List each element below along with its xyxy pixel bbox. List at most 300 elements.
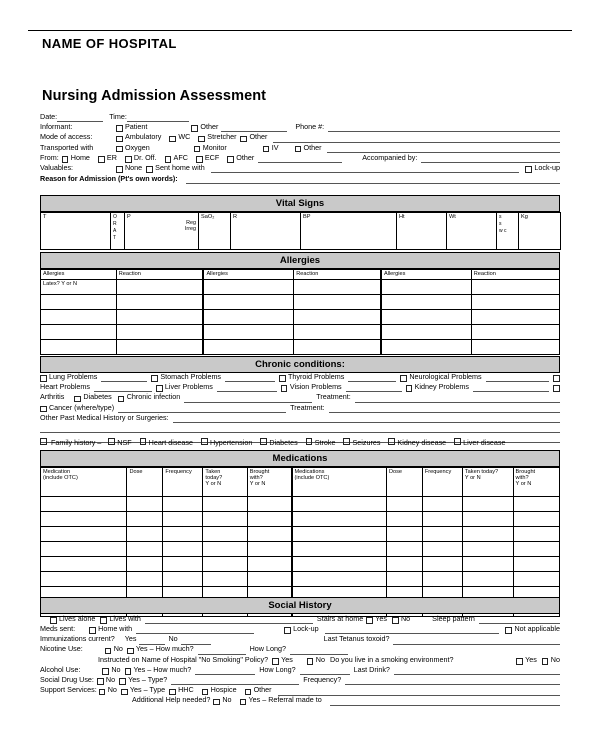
allergies-section bbox=[40, 252, 560, 355]
med-cell[interactable] bbox=[292, 557, 387, 572]
vision-problems-input[interactable] bbox=[346, 383, 402, 392]
checkbox-thyroid-problems[interactable] bbox=[279, 375, 286, 382]
allergy-cell[interactable] bbox=[381, 325, 471, 340]
allergy-cell[interactable] bbox=[381, 340, 471, 355]
allergy-cell[interactable] bbox=[471, 325, 559, 340]
med-cell[interactable] bbox=[41, 497, 127, 512]
chronic-body bbox=[40, 372, 560, 443]
med-cell[interactable] bbox=[462, 557, 513, 572]
drug-frequency-input[interactable] bbox=[345, 676, 560, 685]
med-cell[interactable] bbox=[462, 497, 513, 512]
allergy-cell[interactable] bbox=[41, 310, 117, 325]
checkbox-row1-trailing[interactable] bbox=[553, 375, 560, 382]
mode-of-access-row bbox=[40, 132, 560, 142]
allergy-cell[interactable] bbox=[471, 310, 559, 325]
label-smoking-env: Do you live in a smoking environment? bbox=[330, 654, 454, 664]
med-cell[interactable] bbox=[127, 572, 163, 587]
checkbox-policy-yes[interactable] bbox=[272, 658, 279, 665]
checkbox-from-other[interactable] bbox=[227, 156, 234, 163]
med-col-name-left bbox=[41, 468, 127, 497]
label-liver-disease: Liver disease bbox=[463, 438, 506, 447]
checkbox-support-other[interactable] bbox=[245, 689, 252, 696]
checkbox-diabetes[interactable] bbox=[74, 396, 81, 403]
label-additional-help: Additional Help needed? bbox=[132, 695, 211, 705]
checkbox-hypertension[interactable] bbox=[201, 438, 208, 445]
allergies-col-allergies-1: Allergies bbox=[41, 270, 117, 280]
label-home-with: Home with bbox=[98, 623, 133, 633]
allergy-cell[interactable] bbox=[471, 295, 559, 310]
med-cell[interactable] bbox=[247, 557, 291, 572]
med-col-taken-right bbox=[462, 468, 513, 497]
med-cell[interactable] bbox=[462, 572, 513, 587]
phone-label: Phone #: bbox=[295, 122, 325, 132]
checkbox-seizures[interactable] bbox=[343, 438, 350, 445]
checkbox-nsf[interactable] bbox=[108, 438, 115, 445]
label-immun-no: No bbox=[168, 634, 178, 644]
allergy-cell[interactable] bbox=[41, 325, 117, 340]
checkbox-home-with[interactable] bbox=[89, 627, 96, 634]
med-cell[interactable] bbox=[41, 512, 127, 527]
med-cell[interactable] bbox=[513, 572, 559, 587]
med-cell[interactable] bbox=[513, 557, 559, 572]
checkbox-not-applicable[interactable] bbox=[505, 627, 512, 634]
referral-input[interactable] bbox=[330, 697, 560, 706]
checkbox-vision-problems[interactable] bbox=[281, 385, 288, 392]
table-header-row bbox=[41, 468, 560, 497]
checkbox-drug-no[interactable] bbox=[97, 678, 104, 685]
support-other-input[interactable] bbox=[278, 687, 560, 696]
allergy-cell[interactable] bbox=[41, 340, 117, 355]
checkbox-hhc[interactable] bbox=[169, 689, 176, 696]
med-col-taken-left bbox=[203, 468, 247, 497]
table-row bbox=[41, 280, 560, 295]
allergy-cell[interactable] bbox=[116, 310, 203, 325]
med-col-name-right-line1: Medications bbox=[294, 469, 325, 475]
accompanied-input[interactable] bbox=[421, 154, 560, 163]
allergy-cell[interactable] bbox=[294, 280, 381, 295]
drug-type-input[interactable] bbox=[171, 676, 299, 685]
checkbox-from-afc[interactable] bbox=[165, 156, 172, 163]
checkbox-monitor[interactable] bbox=[194, 146, 201, 153]
allergy-cell-latex[interactable]: Latex? Y or N bbox=[41, 280, 117, 295]
med-col-brought-right bbox=[513, 468, 559, 497]
immunizations-yes-input[interactable] bbox=[139, 636, 165, 645]
allergy-cell[interactable] bbox=[203, 310, 293, 325]
med-cell[interactable] bbox=[163, 557, 203, 572]
chronic-conditions-section bbox=[40, 356, 560, 373]
brought-right-l2: with? bbox=[515, 475, 529, 482]
label-stairs-yes: Yes bbox=[375, 613, 387, 623]
allergy-cell[interactable] bbox=[203, 280, 293, 295]
table-row bbox=[41, 310, 560, 325]
label-drug-yes: Yes – Type? bbox=[128, 674, 168, 684]
alcohol-duration-input[interactable] bbox=[300, 666, 350, 675]
label-lung-problems: Lung Problems bbox=[48, 371, 98, 381]
med-cell[interactable] bbox=[292, 512, 387, 527]
med-col-name-right-line2: (include OTC) bbox=[294, 475, 330, 482]
med-cell[interactable] bbox=[203, 497, 247, 512]
checkbox-alcohol-no[interactable] bbox=[102, 668, 109, 675]
label-nicotine: Nicotine Use: bbox=[40, 644, 83, 654]
checkbox-help-no[interactable] bbox=[213, 699, 220, 706]
allergy-cell[interactable] bbox=[203, 340, 293, 355]
accompanied-label: Accompanied by: bbox=[362, 152, 418, 162]
home-with-input[interactable] bbox=[136, 625, 254, 634]
label-tetanus: Last Tetanus toxoid? bbox=[323, 634, 390, 644]
med-cell[interactable] bbox=[513, 542, 559, 557]
label-sleep-pattern: Sleep pattern bbox=[432, 613, 475, 623]
checkbox-stomach-problems[interactable] bbox=[151, 375, 158, 382]
checkbox-env-no[interactable] bbox=[542, 658, 549, 665]
transported-row bbox=[40, 143, 560, 153]
allergy-cell[interactable] bbox=[294, 340, 381, 355]
from-option-home: Home bbox=[70, 152, 90, 162]
mode-other-input[interactable] bbox=[273, 134, 560, 143]
brought-left-l3: Y or N bbox=[249, 481, 266, 488]
med-cell[interactable] bbox=[386, 572, 422, 587]
table-row bbox=[41, 527, 560, 542]
stomach-problems-input[interactable] bbox=[225, 373, 275, 382]
label-env-yes: Yes bbox=[525, 654, 537, 664]
checkbox-support-no[interactable] bbox=[99, 689, 106, 696]
checkbox-family-diabetes[interactable] bbox=[260, 438, 267, 445]
med-cell[interactable] bbox=[163, 542, 203, 557]
checkbox-lockup[interactable] bbox=[525, 166, 532, 173]
medications-title: Medications bbox=[40, 450, 560, 467]
chronic-infection-input[interactable] bbox=[184, 394, 312, 403]
checkbox-oxygen[interactable] bbox=[116, 146, 123, 153]
informant-other-input[interactable] bbox=[221, 123, 287, 132]
med-col-frequency-right: Frequency bbox=[422, 468, 462, 497]
checkbox-liver-disease[interactable] bbox=[454, 438, 461, 445]
allergy-cell[interactable] bbox=[116, 280, 203, 295]
label-hospice: Hospice bbox=[210, 685, 237, 695]
med-cell[interactable] bbox=[292, 572, 387, 587]
med-cell[interactable] bbox=[41, 542, 127, 557]
sent-home-with-input[interactable] bbox=[211, 164, 520, 173]
med-cell[interactable] bbox=[462, 542, 513, 557]
med-cell[interactable] bbox=[462, 527, 513, 542]
med-cell[interactable] bbox=[292, 497, 387, 512]
checkbox-from-ecf[interactable] bbox=[196, 156, 203, 163]
med-cell[interactable] bbox=[203, 557, 247, 572]
checkbox-sent-home-with[interactable] bbox=[146, 166, 153, 173]
time-input[interactable] bbox=[127, 113, 189, 122]
brought-right-l3: Y or N bbox=[515, 481, 532, 488]
table-header-row bbox=[41, 270, 560, 280]
med-cell[interactable] bbox=[386, 527, 422, 542]
allergy-cell[interactable] bbox=[381, 295, 471, 310]
checkbox-transported-other[interactable] bbox=[295, 146, 302, 153]
checkbox-iv[interactable] bbox=[263, 146, 270, 153]
med-cell[interactable] bbox=[247, 572, 291, 587]
hospital-name: NAME OF HOSPITAL bbox=[42, 36, 177, 51]
vitals-cell-kg[interactable] bbox=[519, 213, 561, 250]
checkbox-chronic-infection[interactable] bbox=[118, 396, 125, 403]
label-heart-disease: Heart disease bbox=[148, 438, 194, 447]
from-row bbox=[40, 153, 560, 163]
checkbox-wc[interactable] bbox=[169, 136, 176, 143]
date-input[interactable] bbox=[57, 113, 103, 122]
chronic-row-5 bbox=[40, 413, 560, 423]
social-row-nicotine bbox=[40, 645, 560, 655]
reason-row bbox=[40, 173, 560, 184]
checkbox-lung-problems[interactable] bbox=[40, 375, 47, 382]
tetanus-input[interactable] bbox=[393, 636, 560, 645]
checkbox-help-yes[interactable] bbox=[240, 699, 247, 706]
vital-signs-title: Vital Signs bbox=[40, 195, 560, 212]
allergy-cell[interactable] bbox=[381, 280, 471, 295]
checkbox-hospice[interactable] bbox=[202, 689, 209, 696]
alcohol-amount-input[interactable] bbox=[195, 666, 255, 675]
brought-left-l2: with? bbox=[249, 475, 263, 482]
cancer-input[interactable] bbox=[118, 404, 286, 413]
vitals-cell-ht[interactable] bbox=[397, 213, 447, 250]
allergy-cell[interactable] bbox=[203, 295, 293, 310]
med-cell[interactable] bbox=[292, 542, 387, 557]
label-other-history: Other Past Medical History or Surgeries: bbox=[40, 412, 169, 422]
chronic-row-1 bbox=[40, 372, 560, 382]
checkbox-valuables-none[interactable] bbox=[116, 166, 123, 173]
informant-option-patient: Patient bbox=[124, 122, 148, 132]
checkbox-alcohol-yes[interactable] bbox=[125, 668, 132, 675]
informant-option-other: Other bbox=[200, 122, 219, 132]
vitals-cell-wt-units[interactable] bbox=[497, 213, 519, 250]
med-cell[interactable] bbox=[422, 572, 462, 587]
vitals-label-ht: Ht bbox=[399, 214, 405, 220]
vitals-label-wt: Wt bbox=[449, 214, 456, 220]
kidney-problems-input[interactable] bbox=[473, 383, 549, 392]
med-cell[interactable] bbox=[247, 527, 291, 542]
checkbox-policy-no[interactable] bbox=[307, 658, 314, 665]
checkbox-kidney-problems[interactable] bbox=[406, 385, 413, 392]
orat-t: T bbox=[113, 235, 117, 241]
neurological-problems-input[interactable] bbox=[486, 373, 550, 382]
allergy-cell[interactable] bbox=[116, 340, 203, 355]
med-cell[interactable] bbox=[462, 512, 513, 527]
label-nsf: NSF bbox=[117, 438, 132, 447]
checkbox-stroke[interactable] bbox=[306, 438, 313, 445]
nicotine-duration-input[interactable] bbox=[290, 646, 348, 655]
checkbox-nicotine-no[interactable] bbox=[105, 648, 112, 655]
phone-input[interactable] bbox=[328, 123, 560, 132]
allergy-cell[interactable] bbox=[381, 310, 471, 325]
orat-r: R bbox=[113, 221, 117, 227]
med-cell[interactable] bbox=[422, 497, 462, 512]
med-cell[interactable] bbox=[513, 512, 559, 527]
med-cell[interactable] bbox=[127, 512, 163, 527]
vitals-label-bp: BP bbox=[303, 214, 311, 220]
heart-problems-input[interactable] bbox=[94, 383, 152, 392]
checkbox-stairs-yes[interactable] bbox=[366, 617, 373, 624]
taken-left-l1: Taken bbox=[205, 469, 221, 475]
med-cell[interactable] bbox=[127, 527, 163, 542]
med-col-name-right bbox=[292, 468, 387, 497]
med-cell[interactable] bbox=[386, 512, 422, 527]
med-cell[interactable] bbox=[513, 527, 559, 542]
med-cell[interactable] bbox=[422, 557, 462, 572]
transported-option-monitor: Monitor bbox=[202, 142, 227, 152]
allergy-cell[interactable] bbox=[294, 325, 381, 340]
allergy-cell[interactable] bbox=[471, 340, 559, 355]
nicotine-amount-input[interactable] bbox=[198, 646, 246, 655]
vitals-label-kg: Kg bbox=[521, 214, 528, 220]
other-history-input-1[interactable] bbox=[173, 414, 560, 423]
med-cell[interactable] bbox=[127, 497, 163, 512]
checkbox-stairs-no[interactable] bbox=[392, 617, 399, 624]
label-meds-lockup: Lock-up bbox=[293, 623, 319, 633]
other-history-input-2[interactable] bbox=[40, 424, 560, 433]
label-referral: Yes – Referral made to bbox=[248, 695, 322, 705]
social-row-additional-help bbox=[40, 696, 560, 706]
checkbox-meds-lockup[interactable] bbox=[284, 627, 291, 634]
chronic-row-4 bbox=[40, 403, 560, 413]
checkbox-cancer[interactable] bbox=[40, 406, 47, 413]
transported-option-other: Other bbox=[303, 142, 322, 152]
allergy-cell[interactable] bbox=[41, 295, 117, 310]
lung-problems-input[interactable] bbox=[101, 373, 147, 382]
med-cell[interactable] bbox=[163, 497, 203, 512]
checkbox-nicotine-yes[interactable] bbox=[127, 648, 134, 655]
liver-problems-input[interactable] bbox=[217, 383, 277, 392]
checkbox-lives-alone[interactable] bbox=[50, 617, 57, 624]
header-rule bbox=[28, 30, 572, 31]
thyroid-problems-input[interactable] bbox=[348, 373, 396, 382]
med-cell[interactable] bbox=[163, 527, 203, 542]
med-cell[interactable] bbox=[163, 512, 203, 527]
checkbox-patient[interactable] bbox=[116, 125, 123, 132]
checkbox-ambulatory[interactable] bbox=[116, 136, 123, 143]
vitals-cell-sao2[interactable] bbox=[199, 213, 231, 250]
label-heart-problems: Heart Problems bbox=[40, 382, 90, 392]
label-stairs-no: No bbox=[400, 613, 411, 623]
checkbox-neurological-problems[interactable] bbox=[400, 375, 407, 382]
checkbox-row2-trailing[interactable] bbox=[553, 385, 560, 392]
label-hhc: HHC bbox=[178, 685, 194, 695]
med-cell[interactable] bbox=[163, 572, 203, 587]
from-other-input[interactable] bbox=[258, 154, 342, 163]
immunizations-no-input[interactable] bbox=[181, 636, 211, 645]
social-history-section bbox=[40, 597, 560, 614]
med-cell[interactable] bbox=[247, 542, 291, 557]
checkbox-family-history[interactable] bbox=[40, 438, 47, 445]
treatment-1-input[interactable] bbox=[355, 394, 560, 403]
label-not-applicable: Not applicable bbox=[514, 623, 560, 633]
checkbox-stretcher[interactable] bbox=[198, 136, 205, 143]
checkbox-informant-other[interactable] bbox=[191, 125, 198, 132]
med-cell[interactable] bbox=[203, 542, 247, 557]
checkbox-lives-with[interactable] bbox=[100, 617, 107, 624]
label-meds-sent: Meds sent: bbox=[40, 623, 76, 633]
checkbox-heart-disease[interactable] bbox=[140, 438, 147, 445]
vital-signs-section bbox=[40, 195, 560, 250]
lives-with-input[interactable] bbox=[145, 615, 313, 624]
checkbox-kidney-disease[interactable] bbox=[388, 438, 395, 445]
checkbox-from-dr-off[interactable] bbox=[125, 156, 132, 163]
med-cell[interactable] bbox=[292, 527, 387, 542]
wt-unit-1: s bbox=[499, 214, 502, 220]
checkbox-drug-yes[interactable] bbox=[119, 678, 126, 685]
vitals-cell-bp[interactable] bbox=[301, 213, 397, 250]
label-drug-frequency: Frequency? bbox=[303, 674, 342, 684]
vitals-cell-wt[interactable] bbox=[447, 213, 497, 250]
vitals-cell-orat[interactable] bbox=[111, 213, 125, 250]
med-cell[interactable] bbox=[247, 497, 291, 512]
orat-a: A bbox=[113, 228, 117, 234]
med-cell[interactable] bbox=[41, 527, 127, 542]
checkbox-support-yes[interactable] bbox=[121, 689, 128, 696]
label-drug-use: Social Drug Use: bbox=[40, 674, 94, 684]
mode-option-stretcher: Stretcher bbox=[207, 132, 237, 142]
treatment-2-input[interactable] bbox=[329, 404, 560, 413]
vitals-cell-p[interactable] bbox=[125, 213, 199, 250]
label-family-history: Family history – bbox=[50, 438, 102, 447]
reason-input[interactable] bbox=[186, 175, 560, 184]
label-nicotine-no: No bbox=[113, 644, 123, 654]
checkbox-env-yes[interactable] bbox=[516, 658, 523, 665]
table-row bbox=[41, 542, 560, 557]
allergy-cell[interactable] bbox=[294, 295, 381, 310]
med-cell[interactable] bbox=[41, 557, 127, 572]
allergy-cell[interactable] bbox=[294, 310, 381, 325]
med-cell[interactable] bbox=[386, 557, 422, 572]
informant-label: Informant: bbox=[40, 122, 73, 132]
allergy-cell[interactable] bbox=[116, 325, 203, 340]
reason-label: Reason for Admission (Pt's own words): bbox=[40, 173, 178, 183]
label-help-no: No bbox=[222, 695, 232, 705]
med-cell[interactable] bbox=[127, 542, 163, 557]
vitals-cell-t[interactable] bbox=[41, 213, 111, 250]
meds-sent-input[interactable] bbox=[325, 625, 500, 634]
label-immunizations: Immunizations current? bbox=[40, 634, 115, 644]
label-immun-yes: Yes bbox=[124, 634, 137, 644]
med-cell[interactable] bbox=[203, 527, 247, 542]
checkbox-liver-problems[interactable] bbox=[156, 385, 163, 392]
wt-unit-3: w c bbox=[499, 228, 507, 234]
allergy-cell[interactable] bbox=[116, 295, 203, 310]
med-cell[interactable] bbox=[41, 572, 127, 587]
allergies-col-allergies-2: Allergies bbox=[203, 270, 293, 280]
allergy-cell[interactable] bbox=[203, 325, 293, 340]
allergy-cell[interactable] bbox=[471, 280, 559, 295]
transported-other-input[interactable] bbox=[327, 144, 560, 153]
vitals-cell-r[interactable] bbox=[231, 213, 301, 250]
checkbox-mode-other[interactable] bbox=[240, 136, 247, 143]
label-support-yes: Yes – Type bbox=[129, 685, 166, 695]
med-cell[interactable] bbox=[127, 557, 163, 572]
transported-option-iv: IV bbox=[271, 142, 279, 152]
from-option-other: Other bbox=[236, 152, 255, 162]
last-drink-input[interactable] bbox=[394, 666, 560, 675]
checkbox-from-home[interactable] bbox=[62, 156, 69, 163]
med-cell[interactable] bbox=[422, 527, 462, 542]
social-row-living bbox=[40, 614, 560, 624]
checkbox-from-er[interactable] bbox=[98, 156, 105, 163]
med-cell[interactable] bbox=[422, 542, 462, 557]
sleep-pattern-input[interactable] bbox=[479, 615, 560, 624]
med-cell[interactable] bbox=[513, 497, 559, 512]
transported-option-oxygen: Oxygen bbox=[124, 142, 150, 152]
med-cell[interactable] bbox=[203, 572, 247, 587]
label-stomach-problems: Stomach Problems bbox=[160, 371, 222, 381]
med-cell[interactable] bbox=[203, 512, 247, 527]
med-cell[interactable] bbox=[247, 512, 291, 527]
med-cell[interactable] bbox=[386, 497, 422, 512]
med-cell[interactable] bbox=[386, 542, 422, 557]
brought-right-l1: Brought bbox=[515, 469, 536, 475]
mode-option-other: Other bbox=[249, 132, 268, 142]
med-cell[interactable] bbox=[422, 512, 462, 527]
